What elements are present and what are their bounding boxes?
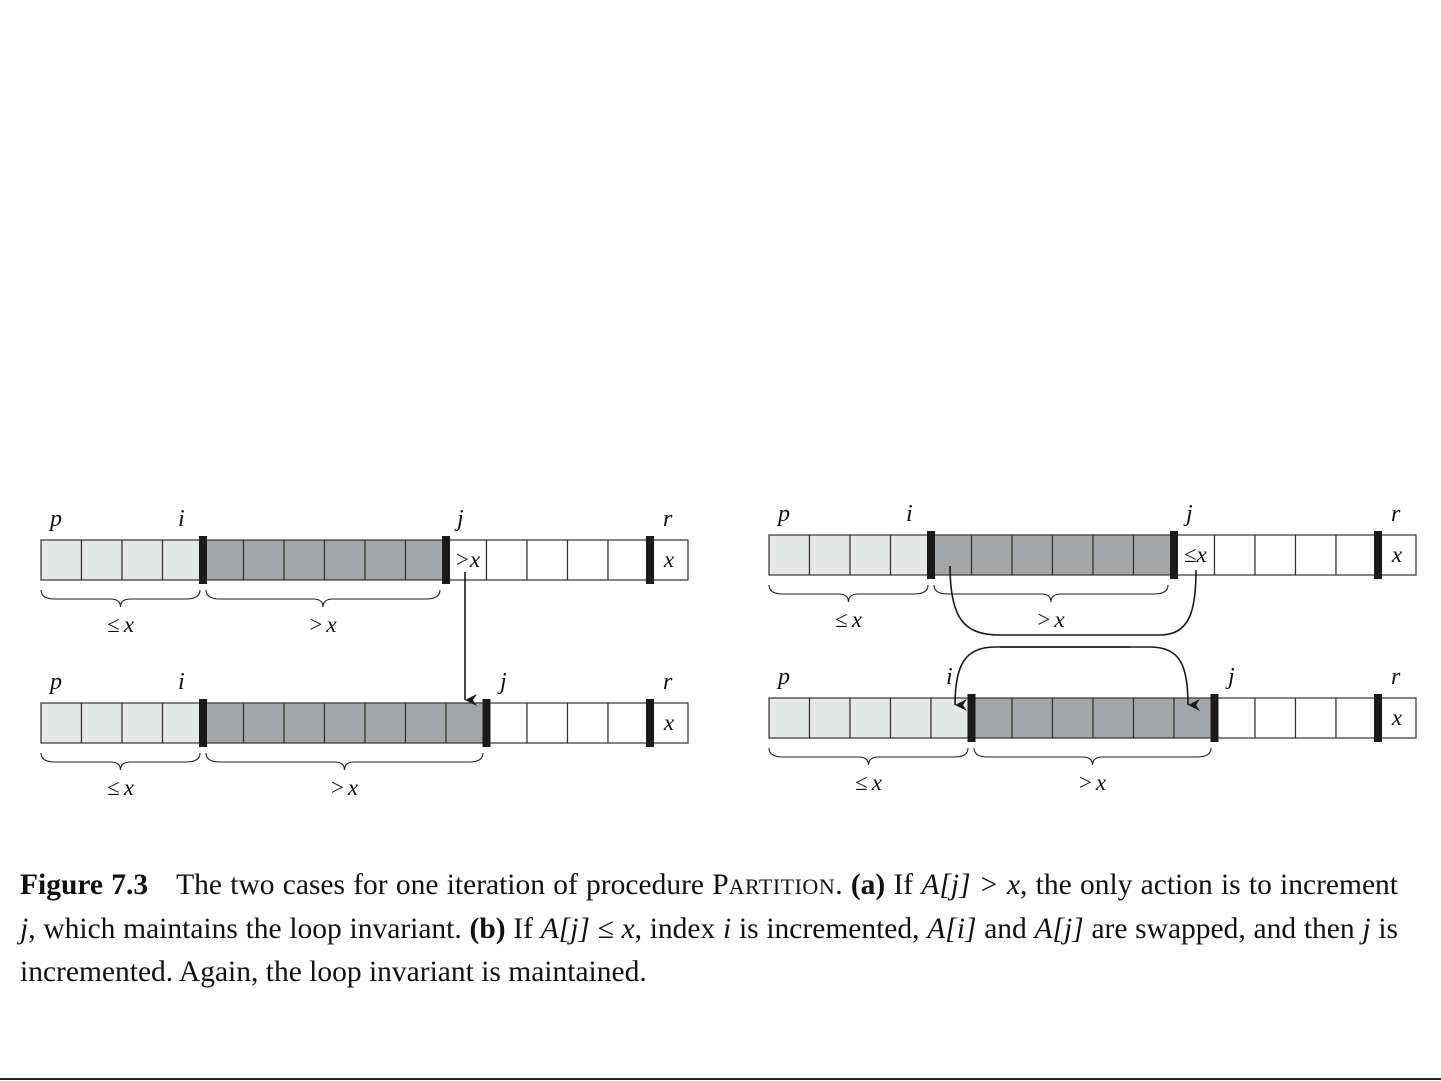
diagram-a-bottom-index-label-j: j xyxy=(500,669,507,695)
diagram-a-bottom-brace-label-left: ≤ x xyxy=(107,775,134,800)
bottom-rule xyxy=(0,1078,1441,1080)
case-b-condition: A[j] ≤ x xyxy=(540,913,635,945)
diagram-b-top-brace-label-left: ≤ x xyxy=(835,607,862,632)
caption-text: , index xyxy=(634,913,724,945)
diagram-a-top-array-cell xyxy=(527,540,568,580)
diagram-a-top-array-cell xyxy=(122,540,163,580)
diagram-b-bottom-boundary-bar xyxy=(968,694,976,742)
diagram-a-top-pivot-label: x xyxy=(663,547,675,572)
diagram-b-bottom-array-cell xyxy=(972,698,1013,738)
diagram-b-top-boundary-bar xyxy=(927,531,935,579)
diagram-b-top-index-label-j: j xyxy=(1186,501,1193,527)
diagram-b-top-brace-label-right: > x xyxy=(1037,607,1065,632)
caption-text: is incremented. Again, the loop invariant is maintained. xyxy=(20,913,1398,988)
diagram-b-bottom-array-cell xyxy=(891,698,932,738)
swap-operand-i: A[i] xyxy=(927,913,977,945)
diagram-b-top-j-cell-label: ≤x xyxy=(1183,542,1207,567)
diagram-b-top-array-cell xyxy=(1053,535,1094,575)
diagram-a-top-brace-label-left: ≤ x xyxy=(107,612,134,637)
diagram-a-bottom-boundary-bar xyxy=(199,699,207,747)
diagram-b-swap-arrow-to-i xyxy=(955,647,1130,705)
diagram-a-top-array-cell xyxy=(244,540,285,580)
diagram-b-top-boundary-bar xyxy=(1170,531,1178,579)
caption-text: The two cases for one iteration of procedure xyxy=(176,869,713,901)
diagram-b-bottom-array-cell xyxy=(1053,698,1094,738)
diagram-b-bottom-index-label-r: r xyxy=(1391,664,1401,690)
diagram-a-bottom-index-label-p: p xyxy=(50,669,62,695)
diagram-b-top-array-cell xyxy=(1215,535,1256,575)
diagram-a-bottom-brace-left xyxy=(41,753,200,770)
procedure-name-initial: P xyxy=(712,869,729,901)
diagram-a-bottom-array-cell xyxy=(325,703,366,743)
diagram-a-bottom-array-cell xyxy=(122,703,163,743)
diagram-b-bottom-array-cell xyxy=(769,698,810,738)
diagram-b-bottom-boundary-bar xyxy=(1374,694,1382,742)
diagram-b-top-array-cell xyxy=(1093,535,1134,575)
diagram-b-top-array-cell xyxy=(769,535,810,575)
caption-text: is incremented, xyxy=(731,913,928,945)
var-j: j xyxy=(1362,913,1371,945)
diagram-b-bottom-array-cell xyxy=(1215,698,1256,738)
var-i: i xyxy=(723,913,732,945)
diagram-b-top-array-cell xyxy=(1134,535,1175,575)
diagram-b-top-array-cell xyxy=(972,535,1013,575)
diagram-b-bottom-array-cell xyxy=(931,698,972,738)
diagram-b-top-array-cell xyxy=(1336,535,1377,575)
diagram-b-bottom-brace-label-right: > x xyxy=(1078,770,1107,795)
diagram-a-top-index-label-r: r xyxy=(663,506,673,532)
diagram-a-bottom-array-cell xyxy=(41,703,82,743)
caption-text: . xyxy=(835,869,851,901)
var-j: j xyxy=(20,913,29,945)
diagram-b-bottom-array-cell xyxy=(1093,698,1134,738)
caption-text: and xyxy=(976,913,1035,945)
diagram-a-top-index-label-i: i xyxy=(178,506,185,532)
swap-operand-j: A[j] xyxy=(1034,913,1084,945)
diagram-b-bottom-array-cell xyxy=(1336,698,1377,738)
diagram-a-bottom-array-cell xyxy=(487,703,528,743)
diagram-b-bottom-array-cell xyxy=(850,698,891,738)
diagram-b-bottom-index-label-j: j xyxy=(1228,664,1235,690)
diagram-b-top-array-cell xyxy=(850,535,891,575)
diagram-b-bottom-brace-label-left: ≤ x xyxy=(855,770,882,795)
diagram-b-bottom-boundary-bar xyxy=(1211,694,1219,742)
diagram-a-top-array-cell xyxy=(163,540,204,580)
diagram-b-top-boundary-bar xyxy=(1374,531,1382,579)
diagram-a-bottom-array-cell xyxy=(446,703,487,743)
diagram-a-top-brace-right xyxy=(206,590,440,607)
diagram-a-top-array-cell xyxy=(406,540,447,580)
diagram-a-bottom-array-cell xyxy=(608,703,649,743)
case-b-label: (b) xyxy=(469,913,506,945)
caption-text: , which maintains the loop invariant. xyxy=(28,913,470,945)
diagram-b-bottom-brace-left xyxy=(769,748,968,765)
diagram-b-bottom-brace-right xyxy=(974,748,1211,765)
diagram-a-bottom-array-cell xyxy=(82,703,123,743)
diagram-a-top-boundary-bar xyxy=(442,536,450,584)
diagram-a-top-boundary-bar xyxy=(646,536,654,584)
diagram-a-bottom-pivot-label: x xyxy=(663,710,675,735)
diagram-b-bottom-array-cell xyxy=(810,698,851,738)
diagram-b-top-array-cell xyxy=(1012,535,1053,575)
diagram-b-swap-connector xyxy=(950,566,1196,635)
diagram-a-top-array-cell xyxy=(568,540,609,580)
figure-caption xyxy=(20,864,1398,994)
diagram-a-top-array-cell xyxy=(365,540,406,580)
caption-text: If xyxy=(505,913,541,945)
diagram-a-bottom-brace-right xyxy=(206,753,483,770)
diagram-a-top-array-cell xyxy=(325,540,366,580)
diagram-b-top-index-label-r: r xyxy=(1391,501,1401,527)
diagram-b-top-brace-left xyxy=(769,585,928,602)
diagram-b-bottom-array-cell xyxy=(1255,698,1296,738)
diagram-a-top-array-cell xyxy=(487,540,528,580)
diagram-b-top-pivot-label: x xyxy=(1391,542,1403,567)
caption-text: are swapped, and then xyxy=(1083,913,1363,945)
diagram-b-bottom-array-cell xyxy=(1174,698,1215,738)
diagram-a-bottom-array-cell xyxy=(406,703,447,743)
diagram-b-top-index-label-i: i xyxy=(906,501,913,527)
diagram-b-bottom-index-label-i: i xyxy=(946,664,953,690)
diagram-b-top-array-cell xyxy=(1296,535,1337,575)
diagram-b-bottom-index-label-p: p xyxy=(778,664,790,690)
case-a-condition: A[j] > x xyxy=(921,869,1021,901)
diagram-a-bottom-array-cell xyxy=(284,703,325,743)
diagram-b-top-array-cell xyxy=(810,535,851,575)
diagram-b-bottom-array-cell xyxy=(1012,698,1053,738)
diagram-a-top-boundary-bar xyxy=(199,536,207,584)
diagram-a-top-brace-label-right: > x xyxy=(309,612,337,637)
diagram-a-bottom-array-cell xyxy=(527,703,568,743)
diagram-a-bottom-array-cell xyxy=(203,703,244,743)
case-a-label: (a) xyxy=(850,869,886,901)
diagram-a-top-array-cell xyxy=(203,540,244,580)
diagram-b-bottom-array-cell xyxy=(1134,698,1175,738)
diagram-a-top-index-label-j: j xyxy=(457,506,464,532)
caption-text: , the only action is to increment xyxy=(1020,869,1398,901)
diagram-a-top-j-cell-label: >x xyxy=(454,547,481,572)
diagram-a-bottom-index-label-i: i xyxy=(178,669,185,695)
diagram-a-top-index-label-p: p xyxy=(50,506,62,532)
diagram-a-bottom-array-cell xyxy=(365,703,406,743)
diagram-b-bottom-pivot-label: x xyxy=(1391,705,1403,730)
diagram-a-top-array-cell xyxy=(284,540,325,580)
diagram-b-top-array-cell xyxy=(931,535,972,575)
diagram-a-top-array-cell xyxy=(41,540,82,580)
diagram-b-top-index-label-p: p xyxy=(778,501,790,527)
diagram-a-top-array-cell xyxy=(82,540,123,580)
procedure-name-rest: ARTITION xyxy=(728,874,836,899)
diagram-b-bottom-array-cell xyxy=(1296,698,1337,738)
diagram-a-bottom-boundary-bar xyxy=(646,699,654,747)
diagram-a-bottom-brace-label-right: > x xyxy=(330,775,359,800)
diagram-a-bottom-index-label-r: r xyxy=(663,669,673,695)
diagram-b-top-array-cell xyxy=(891,535,932,575)
diagram-b-top-array-cell xyxy=(1255,535,1296,575)
diagram-a-bottom-array-cell xyxy=(568,703,609,743)
diagram-b-swap-arrow-to-j xyxy=(1000,647,1188,705)
diagram-a-bottom-boundary-bar xyxy=(483,699,491,747)
diagram-a-top-brace-left xyxy=(41,590,200,607)
diagram-b-top-brace-right xyxy=(934,585,1168,602)
diagram-a-top-array-cell xyxy=(608,540,649,580)
figure-label: Figure 7.3 xyxy=(20,869,149,901)
diagram-a-bottom-array-cell xyxy=(163,703,204,743)
caption-text: If xyxy=(885,869,922,901)
diagram-a-bottom-array-cell xyxy=(244,703,285,743)
